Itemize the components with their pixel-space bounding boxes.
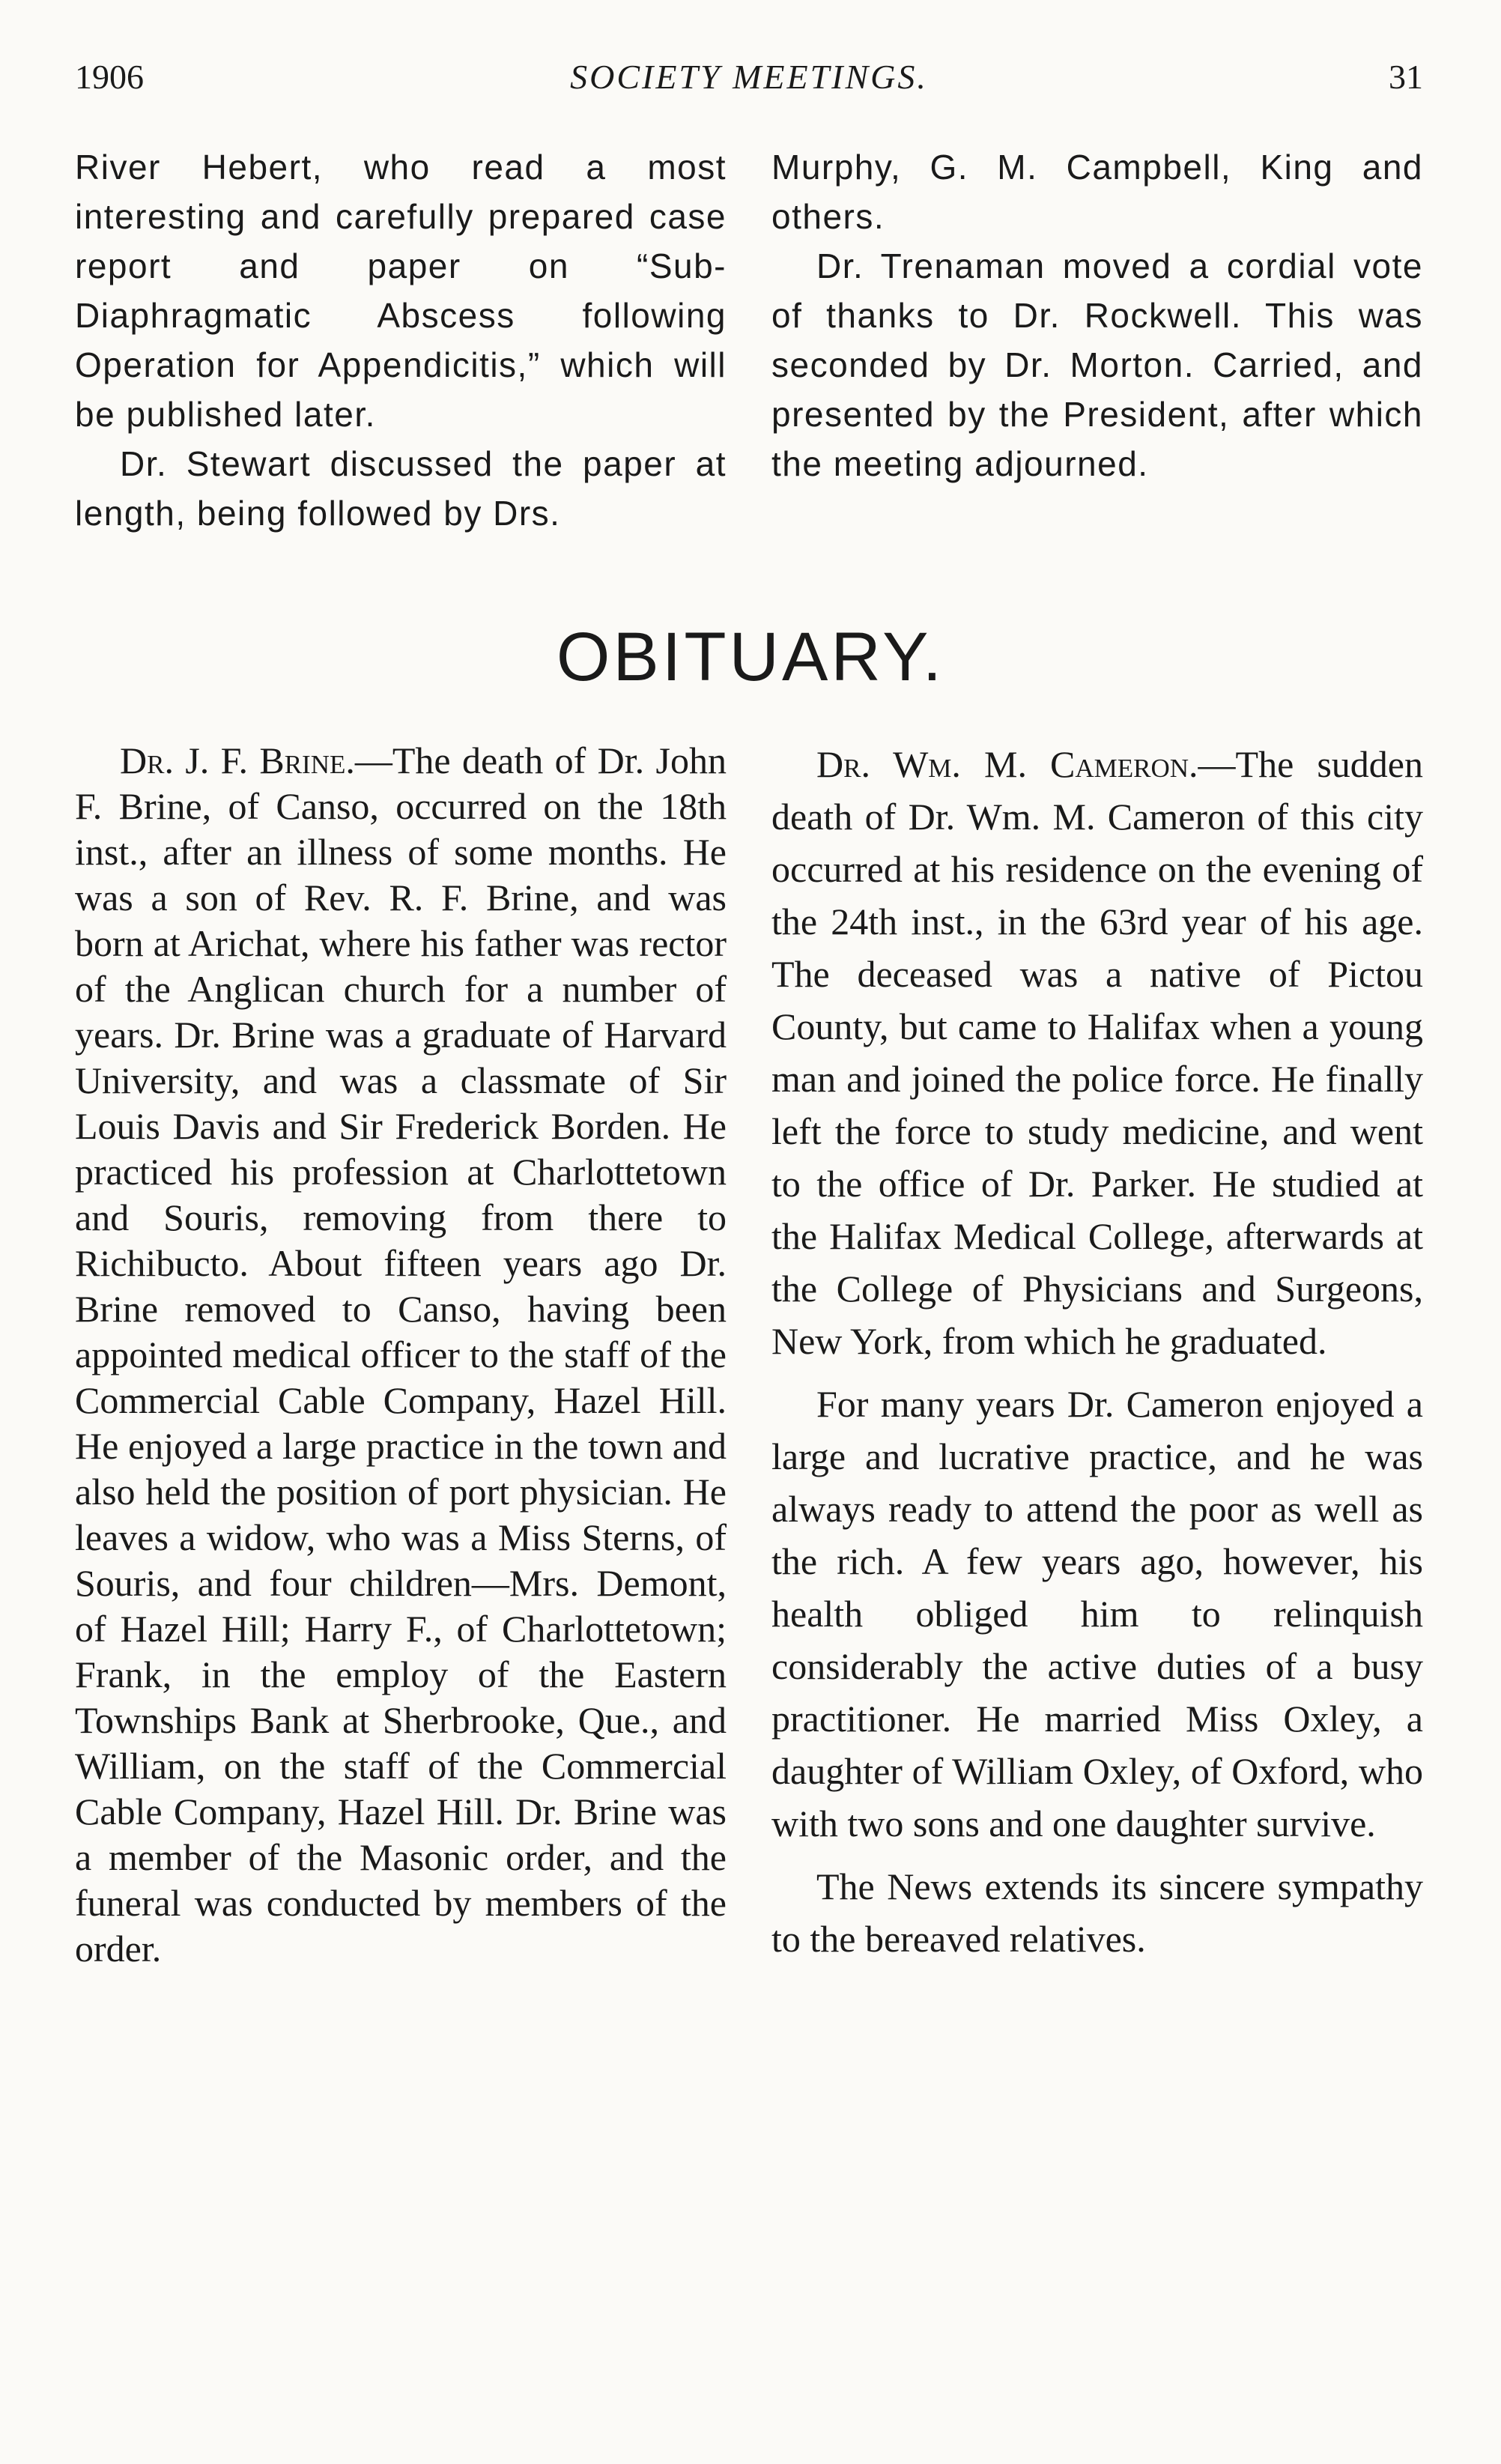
page-number: 31	[1389, 58, 1423, 96]
obituary-text: —The death of Dr. John F. Brine, of Canso, occurred on the 18th inst., after an illness of some months. He was a son of Rev. R. F. Brine, and was born at Arichat, where his father was rector of the Anglican church for a number of years. Dr. Brine was a graduate of Harvard University, and was a classmate of Sir Louis Davis and Sir Frederick Borden. He practiced his profession at Charlottetown and Souris, removing from there to Richibucto. About fifteen years ago Dr. Brine removed to Canso, having been appointed medical officer to the staff of the Commercial Cable Company, Hazel Hill. He enjoyed a large practice in the town and also held the position of port physician. He leaves a widow, who was a Miss Sterns, of Souris, and four children—Mrs. Demont, of Hazel Hill; Harry F., of Charlottetown; Frank, in the employ of the Eastern Townships Bank at Sherbrooke, Que., and William, on the staff of the Commercial Cable Company, Hazel Hill. Dr. Brine was a member of the Masonic order, and the funeral was conducted by members of the order.	[75, 739, 727, 1970]
header-title: SOCIETY MEETINGS.	[570, 58, 928, 96]
upper-right-column	[771, 142, 1423, 488]
obituary-text: —The sudden death of Dr. Wm. M. Cameron of this city occurred at his residence on the evening of the 24th inst., in the 63rd year of his age. The deceased was a native of Pictou County, but came to Halifax when a young man and joined the police force. He finally left the force to study medicine, and went to the office of Dr. Parker. He studied at the Halifax Medical College, afterwards at the College of Physicians and Surgeons, New York, from which he graduated.	[771, 743, 1423, 1362]
paragraph: Dr. Stewart discussed the paper at length, being followed by Drs.	[75, 444, 727, 533]
header-year: 1906	[75, 58, 144, 96]
obituary-name: Dr. J. F. Brine.	[120, 739, 355, 781]
paragraph: For many years Dr. Cameron enjoyed a large and lucrative practice, and he was always ready to attend the poor as well as the rich. A few years ago, however, his health obliged him to relinquish considerably the active duties of a busy practitioner. He married Miss Oxley, a daughter of William Oxley, of Oxford, who with two sons and one daughter survive.	[771, 1383, 1423, 1844]
obituary-brine	[75, 738, 727, 1972]
paragraph	[75, 738, 727, 1972]
paragraph: River Hebert, who read a most interesting and carefully prepared case report and paper on “Sub-Diaphragmatic Abscess following Operation for Appendicitis,” which will be published later.	[75, 148, 727, 434]
paragraph: The News extends its sincere sympathy to the bereaved relatives.	[771, 1865, 1423, 1960]
upper-left-column	[75, 142, 727, 538]
running-header	[75, 57, 1423, 109]
paragraph: Dr. Trenaman moved a cordial vote of thanks to Dr. Rockwell. This was seconded by Dr. Morton. Carried, and presented by the President, after which the meeting adjourned.	[771, 246, 1423, 483]
obituary-heading: OBITUARY.	[556, 619, 945, 695]
obituary-name: Dr. Wm. M. Cameron.	[816, 743, 1198, 785]
obituary-cameron	[771, 738, 1423, 1965]
paragraph: Murphy, G. M. Campbell, King and others.	[771, 148, 1423, 236]
paragraph	[771, 738, 1423, 1367]
